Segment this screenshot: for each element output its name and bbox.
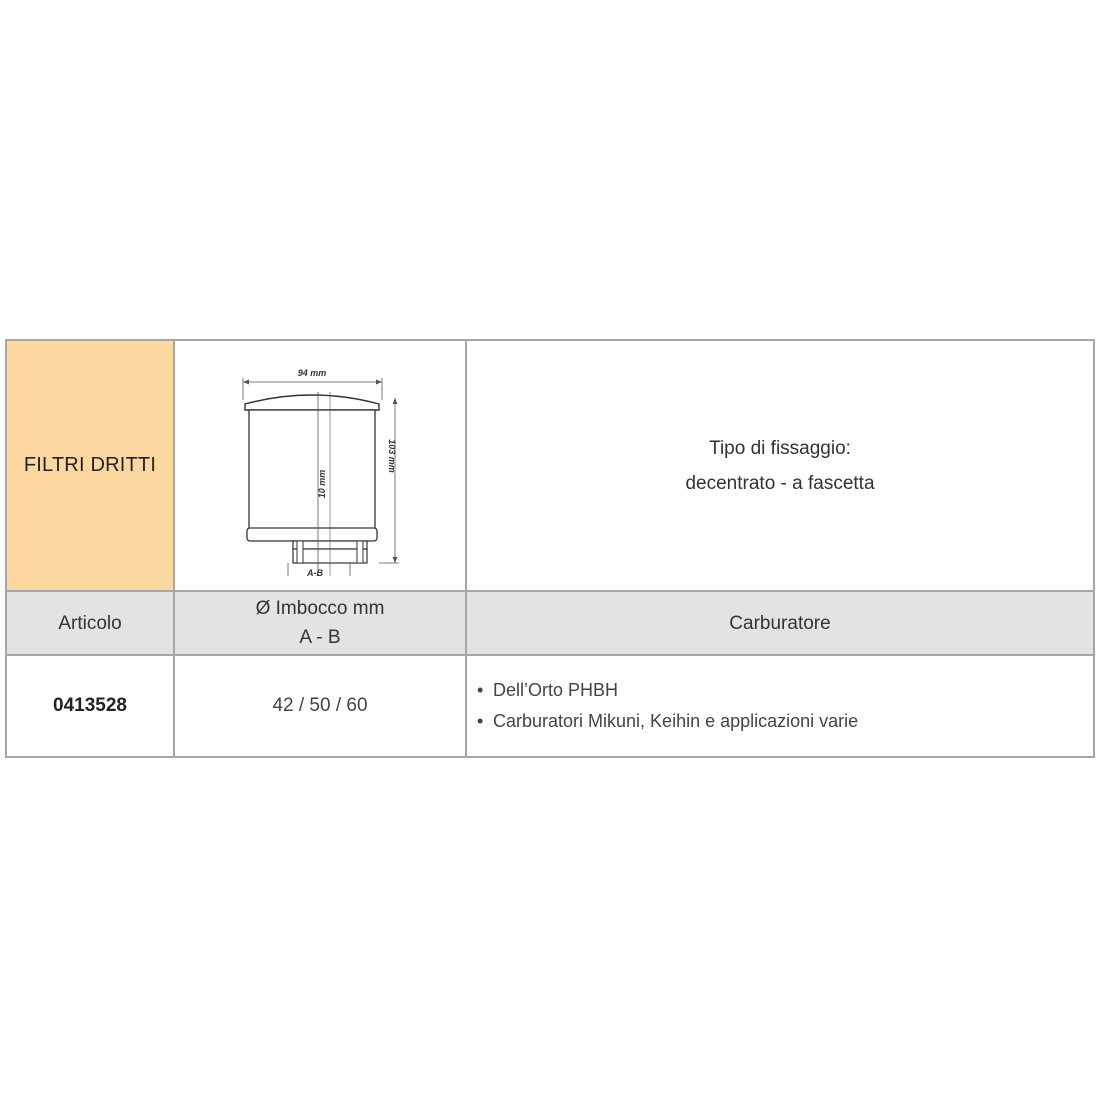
filter-diagram-cell [174,340,466,591]
inlet-dimension-label: A-B [307,567,323,576]
diameter-cell [174,655,466,757]
fixing-type-cell [466,340,1094,591]
carburetor-header: Carburatore [466,591,1094,655]
article-cell [6,655,174,757]
height-dimension-label: 103 mm [387,438,397,473]
table-row [6,655,1094,757]
width-dimension-label: 94 mm [297,367,327,378]
carburetor-cell [466,655,1094,757]
list-item: • Carburatori Mikuni, Keihin e applicazioni varie [477,711,859,731]
article-header: Articolo [6,591,174,655]
diameter-header [174,591,466,655]
filter-dimension-diagram [235,356,405,576]
diameter-header-line1: Ø Imbocco mm [255,598,385,619]
product-row [6,340,1094,591]
product-family-label: FILTRI DRITTI [23,454,157,476]
product-family-cell [6,340,174,591]
fixing-type-value: decentrato - a fascetta [685,472,875,494]
fixing-type-label: Tipo di fissaggio: [709,437,851,459]
spec-table [5,339,1095,758]
carburetor-list [467,675,1093,737]
diameter-header-line2: A - B [299,627,341,648]
list-item: • Dell’Orto PHBH [477,680,619,700]
offset-dimension-label: 10 mm [317,469,327,498]
header-row [6,591,1094,655]
diameter-value: 42 / 50 / 60 [272,695,368,716]
article-code: 0413528 [53,695,127,716]
